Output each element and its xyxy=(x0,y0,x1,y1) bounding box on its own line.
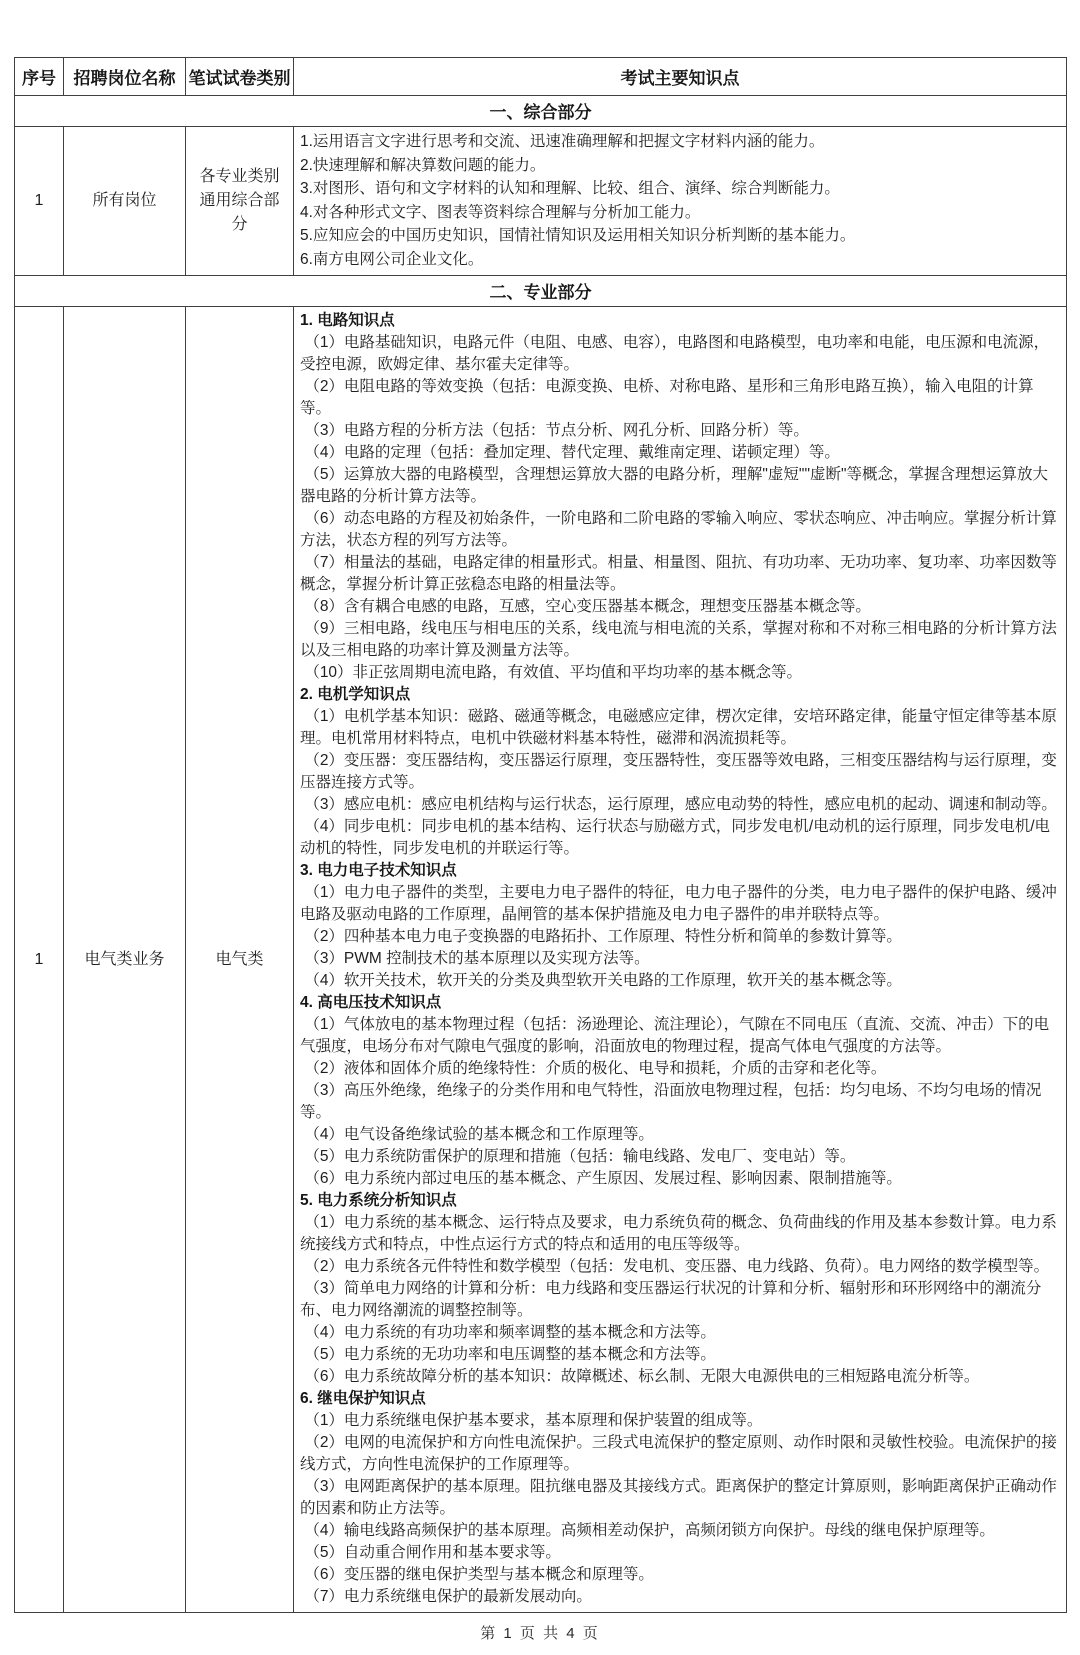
knowledge-point: （1）电力系统的基本概念、运行特点及要求，电力系统负荷的概念、负荷曲线的作用及基本参数计算。电力系统接线方式和特点，中性点运行方式的特点和适用的电压等级等。 xyxy=(300,1214,1057,1253)
knowledge-points-cell xyxy=(294,307,1067,1613)
knowledge-point-heading: 4. 高电压技术知识点 xyxy=(300,994,442,1011)
knowledge-point: （7）电力系统继电保护的最新发展动向。 xyxy=(300,1588,592,1605)
position-name-cell: 电气类业务 xyxy=(64,307,186,1613)
knowledge-points-cell xyxy=(294,127,1067,276)
knowledge-point-heading: 5. 电力系统分析知识点 xyxy=(300,1192,457,1209)
paper-category-cell: 各专业类别通用综合部分 xyxy=(186,127,294,276)
knowledge-point: （10）非正弦周期电流电路，有效值、平均值和平均功率的基本概念等。 xyxy=(300,664,803,681)
knowledge-point: （6）电力系统故障分析的基本知识：故障概述、标幺制、无限大电源供电的三相短路电流分析等。 xyxy=(300,1368,980,1385)
knowledge-point: （9）三相电路，线电压与相电压的关系，线电流与相电流的关系，掌握对称和不对称三相电路的分析计算方法以及三相电路的功率计算及测量方法等。 xyxy=(300,620,1057,659)
knowledge-point: （3）感应电机：感应电机结构与运行状态，运行原理，感应电动势的特性，感应电机的起动、调速和制动等。 xyxy=(300,796,1057,813)
table-body xyxy=(15,96,1067,1613)
knowledge-point: 6.南方电网公司企业文化。 xyxy=(300,250,484,268)
knowledge-point: （4）电路的定理（包括：叠加定理、替代定理、戴维南定理、诺顿定理）等。 xyxy=(300,444,840,461)
table-header-row xyxy=(15,58,1067,96)
knowledge-point-heading: 1. 电路知识点 xyxy=(300,312,395,329)
row-number-cell: 1 xyxy=(15,127,64,276)
paper-category-cell: 电气类 xyxy=(186,307,294,1613)
section-header-row xyxy=(15,276,1067,307)
knowledge-point: （1）电路基础知识，电路元件（电阻、电感、电容），电路图和电路模型，电功率和电能，电压源和电流源，受控电源，欧姆定律、基尔霍夫定律等。 xyxy=(300,334,1050,373)
knowledge-point: 5.应知应会的中国历史知识，国情社情知识及运用相关知识分析判断的基本能力。 xyxy=(300,227,856,244)
section-title: 一、综合部分 xyxy=(15,96,1067,127)
knowledge-point: （4）软开关技术，软开关的分类及典型软开关电路的工作原理，软开关的基本概念等。 xyxy=(300,972,902,989)
knowledge-point: （8）含有耦合电感的电路，互感，空心变压器基本概念，理想变压器基本概念等。 xyxy=(300,598,871,615)
knowledge-point: （1）电力系统继电保护基本要求，基本原理和保护装置的组成等。 xyxy=(300,1412,763,1429)
knowledge-point: （3）高压外绝缘，绝缘子的分类作用和电气特性，沿面放电物理过程，包括：均匀电场、不均匀电场的情况等。 xyxy=(300,1082,1042,1121)
col-header-position: 招聘岗位名称 xyxy=(64,58,186,96)
knowledge-point: （1）气体放电的基本物理过程（包括：汤逊理论、流注理论），气隙在不同电压（直流、交流、冲击）下的电气强度，电场分布对气隙电气强度的影响，沿面放电的物理过程，提高气体电气强度的方法等。 xyxy=(300,1016,1050,1055)
knowledge-point: （5）运算放大器的电路模型，含理想运算放大器的电路分析，理解"虚短""虚断"等概念，掌握含理想运算放大器电路的分析计算方法等。 xyxy=(300,466,1048,505)
knowledge-point: （6）变压器的继电保护类型与基本概念和原理等。 xyxy=(300,1566,654,1583)
knowledge-point: （4）电力系统的有功功率和频率调整的基本概念和方法等。 xyxy=(300,1324,716,1341)
knowledge-point: （2）液体和固体介质的绝缘特性：介质的极化、电导和损耗，介质的击穿和老化等。 xyxy=(300,1060,887,1077)
knowledge-point: （4）同步电机：同步电机的基本结构、运行状态与励磁方式，同步发电机/电动机的运行原理，同步发电机/电动机的特性，同步发电机的并联运行等。 xyxy=(300,818,1051,857)
knowledge-point: （5）自动重合闸作用和基本要求等。 xyxy=(300,1544,561,1561)
section-header-row xyxy=(15,96,1067,127)
knowledge-point: （1）电力电子器件的类型，主要电力电子器件的特征，电力电子器件的分类，电力电子器件的保护电路、缓冲电路及驱动电路的工作原理，晶闸管的基本保护措施及电力电子器件的串并联特点等。 xyxy=(300,884,1057,923)
knowledge-point: （3）简单电力网络的计算和分析：电力线路和变压器运行状况的计算和分析、辐射形和环形网络中的潮流分布、电力网络潮流的调整控制等。 xyxy=(300,1280,1042,1319)
knowledge-point: （6）动态电路的方程及初始条件，一阶电路和二阶电路的零输入响应、零状态响应、冲击响应。掌握分析计算方法，状态方程的列写方法等。 xyxy=(300,510,1057,549)
knowledge-point: （6）电力系统内部过电压的基本概念、产生原因、发展过程、影响因素、限制措施等。 xyxy=(300,1170,902,1187)
exam-knowledge-table xyxy=(14,57,1067,1613)
col-header-number: 序号 xyxy=(15,58,64,96)
col-header-paper-category: 笔试试卷类别 xyxy=(186,58,294,96)
knowledge-point-heading: 2. 电机学知识点 xyxy=(300,686,411,703)
table-row xyxy=(15,307,1067,1613)
row-number-cell: 1 xyxy=(15,307,64,1613)
section-title: 二、专业部分 xyxy=(15,276,1067,307)
knowledge-point: （7）相量法的基础，电路定律的相量形式。相量、相量图、阻抗、有功功率、无功功率、复功率、功率因数等概念，掌握分析计算正弦稳态电路的相量法等。 xyxy=(300,554,1057,593)
knowledge-point: （4）电气设备绝缘试验的基本概念和工作原理等。 xyxy=(300,1126,654,1143)
knowledge-point: 1.运用语言文字进行思考和交流、迅速准确理解和把握文字材料内涵的能力。 xyxy=(300,133,825,150)
page-indicator: 第 1 页 共 4 页 xyxy=(480,1625,600,1642)
knowledge-point: （1）电机学基本知识：磁路、磁通等概念，电磁感应定律，楞次定律，安培环路定律，能量守恒定律等基本原理。电机常用材料特点，电机中铁磁材料基本特性，磁滞和涡流损耗等。 xyxy=(300,708,1057,747)
page-footer xyxy=(0,1622,1080,1643)
knowledge-point: （3）PWM 控制技术的基本原理以及实现方法等。 xyxy=(300,950,650,967)
position-name-cell: 所有岗位 xyxy=(64,127,186,276)
knowledge-point: （2）电网的电流保护和方向性电流保护。三段式电流保护的整定原则、动作时限和灵敏性校验。电流保护的接线方式，方向性电流保护的工作原理等。 xyxy=(300,1434,1057,1473)
table-row xyxy=(15,127,1067,276)
knowledge-point: （3）电路方程的分析方法（包括：节点分析、网孔分析、回路分析）等。 xyxy=(300,422,809,439)
col-header-knowledge-points: 考试主要知识点 xyxy=(294,58,1067,96)
knowledge-point: （5）电力系统的无功功率和电压调整的基本概念和方法等。 xyxy=(300,1346,716,1363)
knowledge-point: （2）电力系统各元件特性和数学模型（包括：发电机、变压器、电力线路、负荷）。电力网络的数学模型等。 xyxy=(300,1258,1050,1275)
knowledge-point: （4）输电线路高频保护的基本原理。高频相差动保护，高频闭锁方向保护。母线的继电保护原理等。 xyxy=(300,1522,995,1539)
knowledge-point: （5）电力系统防雷保护的原理和措施（包括：输电线路、发电厂、变电站）等。 xyxy=(300,1148,856,1165)
knowledge-point-heading: 3. 电力电子技术知识点 xyxy=(300,862,457,879)
knowledge-point: 2.快速理解和解决算数问题的能力。 xyxy=(300,156,546,174)
knowledge-point: 3.对图形、语句和文字材料的认知和理解、比较、组合、演绎、综合判断能力。 xyxy=(300,180,840,197)
knowledge-point: （3）电网距离保护的基本原理。阻抗继电器及其接线方式。距离保护的整定计算原则，影响距离保护正确动作的因素和防止方法等。 xyxy=(300,1478,1057,1517)
knowledge-point: （2）电阻电路的等效变换（包括：电源变换、电桥、对称电路、星形和三角形电路互换），输入电阻的计算等。 xyxy=(300,378,1034,417)
knowledge-point: （2）变压器：变压器结构，变压器运行原理，变压器特性，变压器等效电路，三相变压器结构与运行原理，变压器连接方式等。 xyxy=(300,752,1057,791)
knowledge-point: 4.对各种形式文字、图表等资料综合理解与分析加工能力。 xyxy=(300,203,701,221)
knowledge-point-heading: 6. 继电保护知识点 xyxy=(300,1390,426,1407)
knowledge-point: （2）四种基本电力电子变换器的电路拓扑、工作原理、特性分析和简单的参数计算等。 xyxy=(300,928,902,945)
